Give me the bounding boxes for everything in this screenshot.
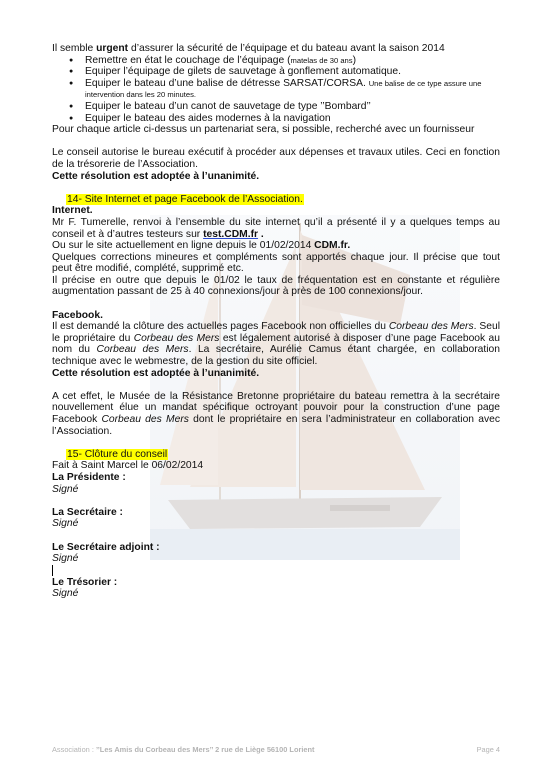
list-item: ● Equiper l’équipage de gilets de sauvetage à gonflement automatique. [67, 66, 500, 78]
safety-intro: Il semble urgent d’assurer la sécurité de l’équipage et du bateau avant la saison 2014 [52, 43, 445, 54]
list-item: ● Equiper le bateau d’un canot de sauvetage de type ’’Bombard’’ [67, 101, 500, 113]
internet-paragraph-1: Mr F. Tumerelle, renvoi à l’ensemble du site internet qu’il a présenté il y a quelques temps au conseil et à d’autres testeurs sur test.CDM.fr . [52, 216, 500, 240]
internet-paragraph-3: Quelques corrections mineures et compléments sont apportés chaque jour. Il précise que tout peut être modifié, complété, supprimé etc. [52, 251, 500, 275]
list-item: ● Remettre en état le couchage de l’équipage (matelas de 30 ans) [67, 55, 500, 67]
partnership-paragraph: Pour chaque article ci-dessus un partenariat sera, si possible, recherché avec un fournisseur [52, 124, 475, 136]
section-heading [52, 194, 500, 206]
live-site-name: CDM.fr. [314, 240, 351, 252]
place-date: Fait à Saint Marcel le 06/02/2014 [52, 460, 204, 472]
internet-paragraph-2: Ou sur le site actuellement en ligne depuis le 01/02/2014 CDM.fr. [52, 240, 351, 252]
footer-association: Association : ’’Les Amis du Corbeau des Mers’’ 2 rue de Liège 56100 Lorient [52, 745, 315, 754]
internet-heading: Internet. [52, 205, 93, 217]
facebook-heading: Facebook. [52, 309, 103, 321]
signature-status: Signé [52, 553, 79, 565]
internet-paragraph-4: Il précise en outre que depuis le 01/02 le taux de fréquentation est en constante et régulière augmentation passant de 25 à 40 connexions/jour à près de 100 connexions/jour. [52, 274, 500, 298]
signature-status: Signé [52, 483, 79, 495]
secretaire-label: La Secrétaire : [52, 506, 123, 518]
facebook-paragraph: Il est demandé la clôture des actuelles pages Facebook non officielles du Corbeau des Mers. Seul le propriétaire du Corbeau des Mers est légalement autorisé à disposer d’une page Facebook au nom du Corbeau des Mers. La secrétaire, Aurélie Camus étant chargée, en collaboration technique avec le webmestre, de la gestion du site officiel. [52, 321, 501, 368]
resolution-text: Cette résolution est adoptée à l’unanimité. [52, 170, 260, 182]
signature-status: Signé [52, 588, 79, 600]
section-15-title: 15- Clôture du conseil [67, 448, 168, 460]
presidente-label: La Présidente : [52, 471, 126, 483]
section-heading [52, 449, 500, 461]
tresorier-label: Le Trésorier : [52, 576, 118, 588]
secretaire-adjoint-label: Le Secrétaire adjoint : [52, 541, 160, 553]
list-item: ● Equiper le bateau d’une balise de détresse SARSAT/CORSA. Une balise de ce type assure une intervention dans les 20 minutes. [67, 78, 500, 101]
authorization-paragraph: Le conseil autorise le bureau exécutif à procéder aux dépenses et travaux utiles. Ceci en fonction de la trésorerie de l’Association. [52, 147, 500, 170]
text-cursor [52, 565, 53, 576]
document-body [52, 43, 500, 600]
safety-list [52, 55, 500, 125]
musee-paragraph: A cet effet, le Musée de la Résistance Bretonne propriétaire du bateau remettra à la secrétaire nouvellement élue un mandat spécifique octroyant pouvoir pour la construction d’une page Facebook Corbeau des Mers dont le propriétaire en sera l’administrateur en collaboration avec l’Association. [52, 390, 500, 437]
test-site-link[interactable]: test.CDM.fr [203, 228, 259, 240]
signature-status: Signé [52, 518, 79, 530]
section-14-title: 14- Site Internet et page Facebook de l’Association. [67, 193, 303, 205]
list-item: ● Equiper le bateau des aides modernes à la navigation [67, 113, 500, 125]
page-number: Page 4 [476, 745, 500, 754]
text-cursor-line[interactable] [52, 565, 500, 577]
resolution-text: Cette résolution est adoptée à l’unanimité. [52, 367, 260, 379]
